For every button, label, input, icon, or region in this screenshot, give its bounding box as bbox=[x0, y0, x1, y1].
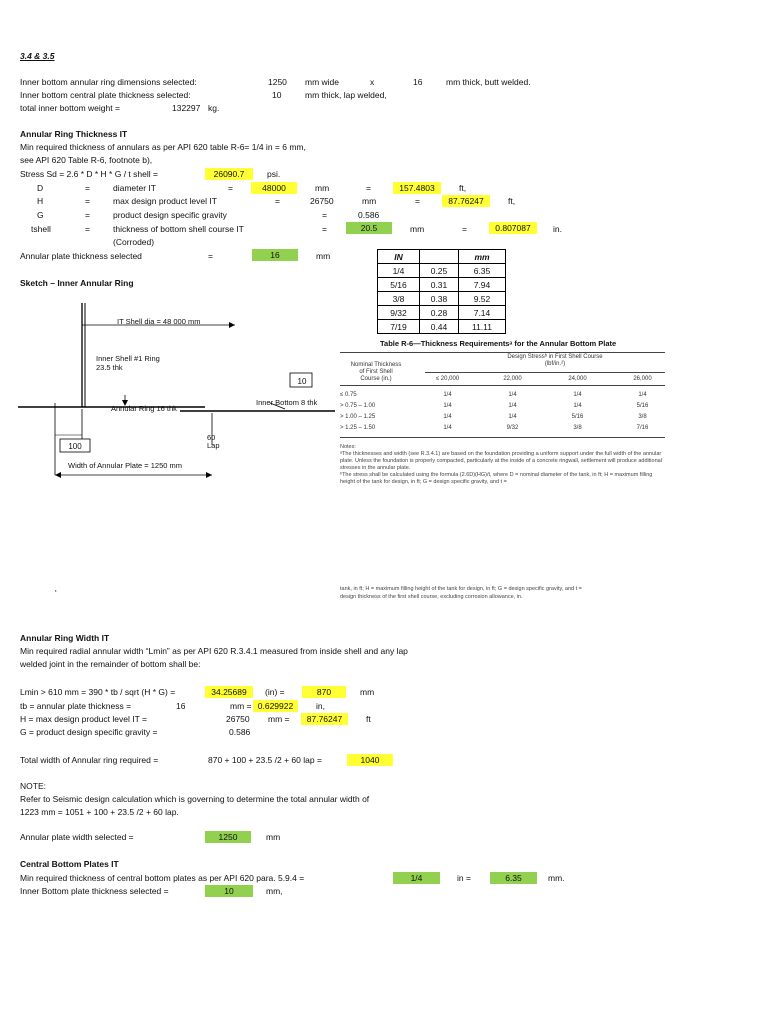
g-eq: = bbox=[85, 210, 90, 220]
central-in-eq: in = bbox=[457, 873, 471, 883]
h-eq: = bbox=[85, 196, 90, 206]
annular-width-label: Width of Annular Plate = 1250 mm bbox=[68, 461, 183, 470]
table-row bbox=[378, 320, 506, 334]
h-ft-unit: ft bbox=[366, 714, 371, 724]
r6-row3-range: > 1.00 – 1.25 bbox=[340, 414, 376, 420]
stray-mark: ' bbox=[55, 588, 57, 598]
h-eq3: = bbox=[415, 196, 420, 206]
lmin-mm-unit: mm bbox=[360, 687, 375, 697]
central-plate-value: 10 bbox=[272, 90, 282, 100]
tshell-desc: thickness of bottom shell course IT bbox=[113, 224, 244, 234]
r6-row4-c4: 7/16 bbox=[636, 425, 649, 431]
tb-mm-value: 16 bbox=[176, 701, 186, 711]
corroded-note: (Corroded) bbox=[113, 237, 155, 247]
total-width-value: 1040 bbox=[347, 754, 393, 766]
width-selected-value: 1250 bbox=[205, 831, 251, 843]
tb-in-value: 0.629922 bbox=[253, 700, 298, 712]
h-desc: max design product level IT bbox=[113, 196, 217, 206]
table-header-row bbox=[378, 250, 506, 264]
cell: 0.44 bbox=[420, 320, 459, 334]
stress-value: 26090.7 bbox=[205, 168, 253, 180]
dim-100-label: 100 bbox=[68, 442, 82, 451]
shell-ring-label: Inner Shell #1 Ring bbox=[96, 354, 160, 363]
width-title: Annular Ring Width IT bbox=[20, 633, 110, 643]
r6-row2-c2: 1/4 bbox=[508, 403, 517, 409]
h-mm-unit: mm = bbox=[268, 714, 290, 724]
central-selected-unit: mm, bbox=[266, 886, 283, 896]
central-selected-label: Inner Bottom plate thickness selected = bbox=[20, 886, 169, 896]
r6-col0-line1: Nominal Thickness bbox=[350, 362, 402, 368]
annular-ring-label: Annular Ring 16 thk bbox=[111, 404, 177, 413]
tshell-eq: = bbox=[85, 224, 90, 234]
dim-60-label: 60 bbox=[207, 433, 216, 442]
g-value-w: 0.586 bbox=[229, 727, 251, 737]
h-eq2: = bbox=[275, 196, 280, 206]
total-width-label: Total width of Annular ring required = bbox=[20, 755, 159, 765]
lmin-label: Lmin > 610 mm = 390 * tb / sqrt (H * G) = bbox=[20, 687, 176, 697]
cell: 0.38 bbox=[420, 292, 459, 306]
tshell-unit: mm bbox=[410, 224, 425, 234]
tb-mm-unit: mm = bbox=[230, 701, 252, 711]
h-unit: mm bbox=[362, 196, 377, 206]
r6-row2-range: > 0.75 – 1.00 bbox=[340, 403, 376, 409]
r6-col3-head: 24,000 bbox=[568, 376, 587, 382]
r6-row2-c4: 5/16 bbox=[636, 403, 649, 409]
g-eq2: = bbox=[322, 210, 327, 220]
r6-row3-c4: 3/8 bbox=[638, 414, 647, 420]
art-title: Annular Ring Thickness IT bbox=[20, 129, 128, 139]
h-converted: 87.76247 bbox=[442, 195, 490, 207]
cell: 7.94 bbox=[459, 278, 506, 292]
h-mm-value: 26750 bbox=[226, 714, 250, 724]
central-plate-label: Inner bottom central plate thickness selected: bbox=[20, 90, 191, 100]
r6-col0-line3: Course (in.) bbox=[360, 376, 392, 382]
weight-unit: kg. bbox=[208, 103, 220, 113]
weight-value: 132297 bbox=[172, 103, 201, 113]
table-row bbox=[378, 306, 506, 320]
central-min-mm: 6.35 bbox=[490, 872, 537, 884]
h-ft-value: 87.76247 bbox=[301, 713, 348, 725]
table-row bbox=[378, 264, 506, 278]
r6-row4-c3: 3/8 bbox=[573, 425, 582, 431]
table-row bbox=[378, 292, 506, 306]
inner-bottom-label: Inner Bottom 8 thk bbox=[256, 398, 318, 407]
g-label: G = product design specific gravity = bbox=[20, 727, 158, 737]
note-title: NOTE: bbox=[20, 781, 46, 791]
times-symbol: x bbox=[370, 77, 375, 87]
annular-plate-eq: = bbox=[208, 251, 213, 261]
central-plate-text: mm thick, lap welded, bbox=[305, 90, 387, 100]
lmin-in-value: 34.25689 bbox=[205, 686, 253, 698]
cell: 9/32 bbox=[378, 306, 420, 320]
cell: 11.11 bbox=[459, 320, 506, 334]
table-row bbox=[378, 278, 506, 292]
header-mm: mm bbox=[459, 250, 506, 264]
shell-dia-arrow bbox=[229, 322, 235, 328]
shell-dia-label: IT Shell dia = 48 000 mm bbox=[117, 317, 201, 326]
tshell-eq3: = bbox=[462, 224, 467, 234]
weight-label: total inner bottom weight = bbox=[20, 103, 120, 113]
r6-row1-c2: 1/4 bbox=[508, 392, 517, 398]
cell: 0.25 bbox=[420, 264, 459, 278]
annular-width-value: 1250 bbox=[268, 77, 287, 87]
r6-stress-unit: (lbf/in.²) bbox=[544, 361, 566, 367]
header-in: IN bbox=[378, 250, 420, 264]
central-selected-value: 10 bbox=[205, 885, 253, 897]
h-value: 26750 bbox=[310, 196, 334, 206]
total-width-expr: 870 + 100 + 23.5 /2 + 60 lap = bbox=[208, 755, 322, 765]
tshell-conv-unit: in. bbox=[553, 224, 562, 234]
annular-thick-text: mm thick, butt welded. bbox=[446, 77, 531, 87]
lmin-mm-value: 870 bbox=[302, 686, 346, 698]
r6-notes-title: Notes: bbox=[340, 444, 356, 450]
cell: 7.14 bbox=[459, 306, 506, 320]
header-blank bbox=[420, 250, 459, 264]
art-line1: Min required thickness of annulars as per API 620 table R-6= 1/4 in = 6 mm, bbox=[20, 142, 306, 152]
d-converted: 157.4803 bbox=[393, 182, 441, 194]
box-10-label: 10 bbox=[297, 377, 307, 386]
cell: 3/8 bbox=[378, 292, 420, 306]
r6-row4-c1: 1/4 bbox=[443, 425, 452, 431]
d-symbol: D bbox=[37, 183, 44, 193]
g-desc: product design specific gravity bbox=[113, 210, 227, 220]
r6-stress-head: Design Stressᵇ in First Shell Course bbox=[507, 354, 603, 360]
h-label: H = max design product level IT = bbox=[20, 714, 147, 724]
h-conv-unit: ft, bbox=[508, 196, 516, 206]
d-desc: diameter IT bbox=[113, 183, 156, 193]
central-line1: Min required thickness of central bottom plates as per API 620 para. 5.9.4 = bbox=[20, 873, 305, 883]
r6-row3-c3: 5/16 bbox=[571, 414, 584, 420]
annular-width-unit: mm wide bbox=[305, 77, 340, 87]
cell: 0.31 bbox=[420, 278, 459, 292]
annular-dims-label: Inner bottom annular ring dimensions selected: bbox=[20, 77, 197, 87]
cell: 0.28 bbox=[420, 306, 459, 320]
cell: 9.52 bbox=[459, 292, 506, 306]
r6-title: Table R-6—Thickness Requirementsᵃ for the Annular Bottom Plate bbox=[380, 339, 617, 348]
cell: 7/19 bbox=[378, 320, 420, 334]
cell: 6.35 bbox=[459, 264, 506, 278]
annular-thick-value: 16 bbox=[413, 77, 423, 87]
d-eq: = bbox=[85, 183, 90, 193]
art-line2: see API 620 Table R-6, footnote b), bbox=[20, 155, 153, 165]
d-value: 48000 bbox=[251, 182, 297, 194]
r6-col4-head: 26,000 bbox=[633, 376, 652, 382]
cell: 1/4 bbox=[378, 264, 420, 278]
r6-row3-c2: 1/4 bbox=[508, 414, 517, 420]
width-selected-unit: mm bbox=[266, 832, 281, 842]
width-selected-label: Annular plate width selected = bbox=[20, 832, 134, 842]
note-line2: 1223 mm = 1051 + 100 + 23.5 /2 + 60 lap. bbox=[20, 807, 179, 817]
d-eq2: = bbox=[228, 183, 233, 193]
r6-note-cont: tank, in ft; H = maximum filling height of the tank for design, in ft; G = design specific gravity, and t = bbox=[340, 586, 582, 592]
note-line1: Refer to Seismic design calculation which is governing to determine the total annular width of bbox=[20, 794, 370, 804]
section-heading: 3.4 & 3.5 bbox=[20, 51, 55, 61]
r6-row1-c3: 1/4 bbox=[573, 392, 582, 398]
central-min-in: 1/4 bbox=[393, 872, 440, 884]
tshell-converted: 0.807087 bbox=[489, 222, 537, 234]
width-arrow-left bbox=[55, 472, 61, 478]
r6-row3-c1: 1/4 bbox=[443, 414, 452, 420]
width-line1: Min required radial annular width “Lmin” as per API 620 R.3.4.1 measured from inside shell and any lap bbox=[20, 646, 408, 656]
sketch-title: Sketch – Inner Annular Ring bbox=[20, 278, 134, 288]
annular-plate-value: 16 bbox=[252, 249, 298, 261]
cell: 5/16 bbox=[378, 278, 420, 292]
tb-label: tb = annular plate thickness = bbox=[20, 701, 132, 711]
width-arrow-right bbox=[206, 472, 212, 478]
d-conv-unit: ft, bbox=[459, 183, 467, 193]
d-unit: mm bbox=[315, 183, 330, 193]
d-eq3: = bbox=[366, 183, 371, 193]
r6-row4-range: > 1.25 – 1.50 bbox=[340, 425, 376, 431]
g-symbol: G bbox=[37, 210, 44, 220]
tshell-value: 20.5 bbox=[346, 222, 392, 234]
h-symbol: H bbox=[37, 196, 44, 206]
r6-head-rule bbox=[340, 385, 665, 386]
r6-row4-c2: 9/32 bbox=[506, 425, 519, 431]
central-title: Central Bottom Plates IT bbox=[20, 859, 119, 869]
r6-top-rule bbox=[340, 352, 665, 353]
central-mm-unit: mm. bbox=[548, 873, 565, 883]
r6-col2-head: 22,000 bbox=[503, 376, 522, 382]
r6-col0-line2: of First Shell bbox=[359, 369, 393, 375]
r6-note-end: design thickness of the first shell course, excluding corrosion allowance, in. bbox=[340, 594, 523, 600]
annular-plate-unit: mm bbox=[316, 251, 331, 261]
g-value: 0.586 bbox=[358, 210, 380, 220]
r6-note-b: ᵇThe stress shall be calculated using the formula (2.6D)(HG)/t, where D = nominal diameter of the tank, in ft; H = maximum filling height of the tank for design, in ft; G = design specific gravity, and t = bbox=[340, 472, 653, 485]
stress-label: Stress Sd = 2.6 * D * H * G / t shell = bbox=[20, 169, 158, 179]
r6-row1-c1: 1/4 bbox=[443, 392, 452, 398]
stress-unit: psi. bbox=[267, 169, 281, 179]
annular-plate-label: Annular plate thickness selected bbox=[20, 251, 142, 261]
lmin-in-unit: (in) = bbox=[265, 687, 285, 697]
r6-row2-c3: 1/4 bbox=[573, 403, 582, 409]
tb-in-unit: in, bbox=[316, 701, 325, 711]
r6-row1-c4: 1/4 bbox=[638, 392, 647, 398]
r6-bottom-rule bbox=[340, 437, 665, 438]
tshell-eq2: = bbox=[322, 224, 327, 234]
tshell-symbol: tshell bbox=[31, 224, 51, 234]
shell-thk-label: 23.5 thk bbox=[96, 363, 123, 372]
r6-sub-rule bbox=[425, 372, 665, 373]
r6-col1-head: ≤ 20,000 bbox=[435, 376, 460, 382]
r6-row2-c1: 1/4 bbox=[443, 403, 452, 409]
r6-note-a: ᵃThe thicknesses and width (see R.3.4.1) are based on the foundation providing a uniform support under the full width of the annular plate. Unless the foundation is properly compacted, particularly at the inside of a concrete ringwall, settlement will produce additional stresses in the annular plate. bbox=[340, 451, 662, 471]
r6-row1-range: ≤ 0.75 bbox=[340, 392, 357, 398]
width-line2: welded joint in the remainder of bottom shall be: bbox=[20, 659, 201, 669]
lap-label: Lap bbox=[207, 441, 220, 450]
fraction-conversion-table bbox=[377, 249, 506, 334]
